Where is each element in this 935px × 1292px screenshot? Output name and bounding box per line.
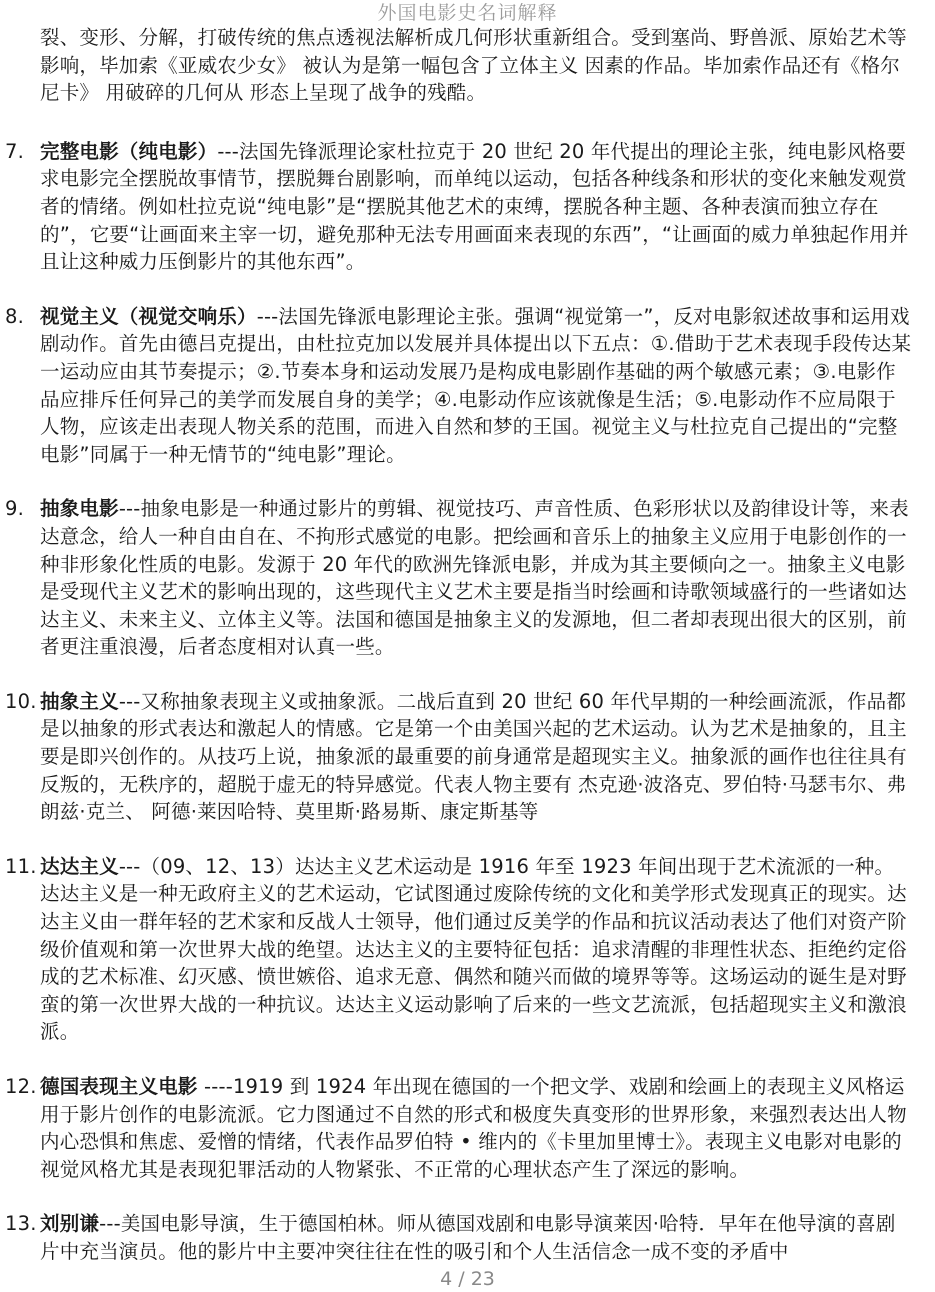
glossary-entry — [0, 853, 935, 1046]
entry-number: 7. — [5, 139, 25, 163]
entry-number: 12. — [5, 1075, 37, 1098]
entry-term: 视觉主义（视觉交响乐） — [40, 304, 257, 328]
glossary-entry — [0, 688, 935, 826]
document-body — [0, 24, 935, 1266]
entry-definition: ---又称抽象表现主义或抽象派。二战后直到 20 世纪 60 年代早期的一种绘画流派，作品都是以抽象的形式表达和激起人的情感。它是第一个由美国兴起的艺术运动。认为艺术是抽象的，且主要是即兴创作的。从技巧上说，抽象派的最重要的前身通常是超现实主义。抽象派的画作也往往具有反叛的，无秩序的，超脱于虚无的特异感觉。代表人物主要有 杰克逊·波洛克、罗伯特·马瑟韦尔、弗朗兹·克兰、 阿德·莱因哈特、莫里斯·路易斯、康定斯基等 — [40, 689, 907, 824]
entry-number: 13. — [5, 1212, 37, 1236]
entry-term: 抽象主义 — [40, 689, 119, 713]
glossary-entry — [0, 1210, 935, 1265]
entry-definition: ----1919 到 1924 年出现在德国的一个把文学、戏剧和绘画上的表现主义风格运用于影片创作的电影流派。它力图通过不自然的形式和极度失真变形的世界形象，来强烈表达出人物内心恐惧和焦虑、爱憎的情绪，代表作品罗伯特 • 维内的《卡里加里博士》。表现主义电影对电影的视觉风格尤其是表现犯罪活动的人物紧张、不正常的心理状态产生了深远的影响。 — [40, 1075, 907, 1181]
entry-definition: ---法国先锋派电影理论主张。强调“视觉第一”，反对电影叙述故事和运用戏剧动作。首先由德吕克提出，由杜拉克加以发展并具体提出以下五点：①.借助于艺术表现手段传达某一运动应由其节奏提示；②.节奏本身和运动发展乃是构成电影剧作基础的两个敏感元素；③.电影作品应排斥任何异己的美学而发展自身的美学；④.电影动作应该就像是生活；⑤.电影动作不应局限于人物，应该走出表现人物关系的范围，而进入自然和梦的王国。视觉主义与杜拉克自己提出的“完整电影”同属于一种无情节的“纯电影”理论。 — [40, 304, 912, 466]
glossary-entry — [0, 303, 935, 469]
entry-term: 德国表现主义电影 — [40, 1075, 198, 1098]
entry-term: 达达主义 — [40, 854, 119, 878]
entry-term: 完整电影（纯电影） — [40, 139, 218, 163]
glossary-entry — [0, 495, 935, 661]
entry-term: 刘别谦 — [40, 1212, 100, 1236]
entry-number: 10. — [5, 689, 37, 713]
entry-definition: ---（09、12、13）达达主义艺术运动是 1916 年至 1923 年间出现于艺术流派的一种。达达主义是一种无政府主义的艺术运动，它试图通过废除传统的文化和美学形式发现真正的现实。达达主义由一群年轻的艺术家和反战人士领导，他们通过反美学的作品和抗议活动表达了他们对资产阶级价值观和第一次世界大战的绝望。达达主义的主要特征包括：追求清醒的非理性状态、拒绝约定俗成的艺术标准、幻灭感、愤世嫉俗、追求无意、偶然和随兴而做的境界等等。这场运动的诞生是对野蛮的第一次世界大战的一种抗议。达达主义运动影响了后来的一些文艺流派，包括超现实主义和激浪派。 — [40, 854, 907, 1044]
entry-number: 9. — [5, 497, 25, 521]
entry-term: 抽象电影 — [40, 497, 119, 521]
entry-number: 11. — [5, 854, 37, 878]
glossary-entry — [0, 138, 935, 276]
entry-number: 8. — [5, 304, 25, 328]
entry-definition: ---美国电影导演，生于德国柏林。师从德国戏剧和电影导演莱因·哈特．早年在他导演的喜剧片中充当演员。他的影片中主要冲突往往在性的吸引和个人生活信念一成不变的矛盾中 — [40, 1212, 896, 1263]
entry-definition: ---抽象电影是一种通过影片的剪辑、视觉技巧、声音性质、色彩形状以及韵律设计等，来表达意念，给人一种自由自在、不拘形式感觉的电影。把绘画和音乐上的抽象主义应用于电影创作的一种非形象化性质的电影。发源于 20 年代的欧洲先锋派电影，并成为其主要倾向之一。抽象主义电影是受现代主义艺术的影响出现的，这些现代主义艺术主要是指当时绘画和诗歌领域盛行的一些诸如达达主义、未来主义、立体主义等。法国和德国是抽象主义的发源地，但二者却表现出很大的区别，前者更注重浪漫，后者态度相对认真一些。 — [40, 497, 909, 659]
page-indicator: 4 / 23 — [440, 1268, 495, 1290]
continued-paragraph: 裂、变形、分解，打破传统的焦点透视法解析成几何形状重新组合。受到塞尚、野兽派、原始艺术等影响，毕加索《亚威农少女》 被认为是第一幅包含了立体主义 因素的作品。毕加索作品还有《格尔尼卡》 用破碎的几何从 形态上呈现了战争的残酷。 — [40, 26, 907, 105]
glossary-entry — [0, 1073, 935, 1183]
entry-definition: ---法国先锋派理论家杜拉克于 20 世纪 20 年代提出的理论主张，纯电影风格要求电影完全摆脱故事情节，摆脱舞台剧影响，而单纯以运动，包括各种线条和形状的变化来触发观赏者的情绪。例如杜拉克说“纯电影”是“摆脱其他艺术的束缚，摆脱各种主题、各种表演而独立存在的”，它要“让画面来主宰一切，避免那种无法专用画面来表现的东西”，“让画面的威力单独起作用并且让这种威力压倒影片的其他东西”。 — [40, 139, 909, 274]
document-title: 外国电影史名词解释 — [377, 2, 558, 24]
